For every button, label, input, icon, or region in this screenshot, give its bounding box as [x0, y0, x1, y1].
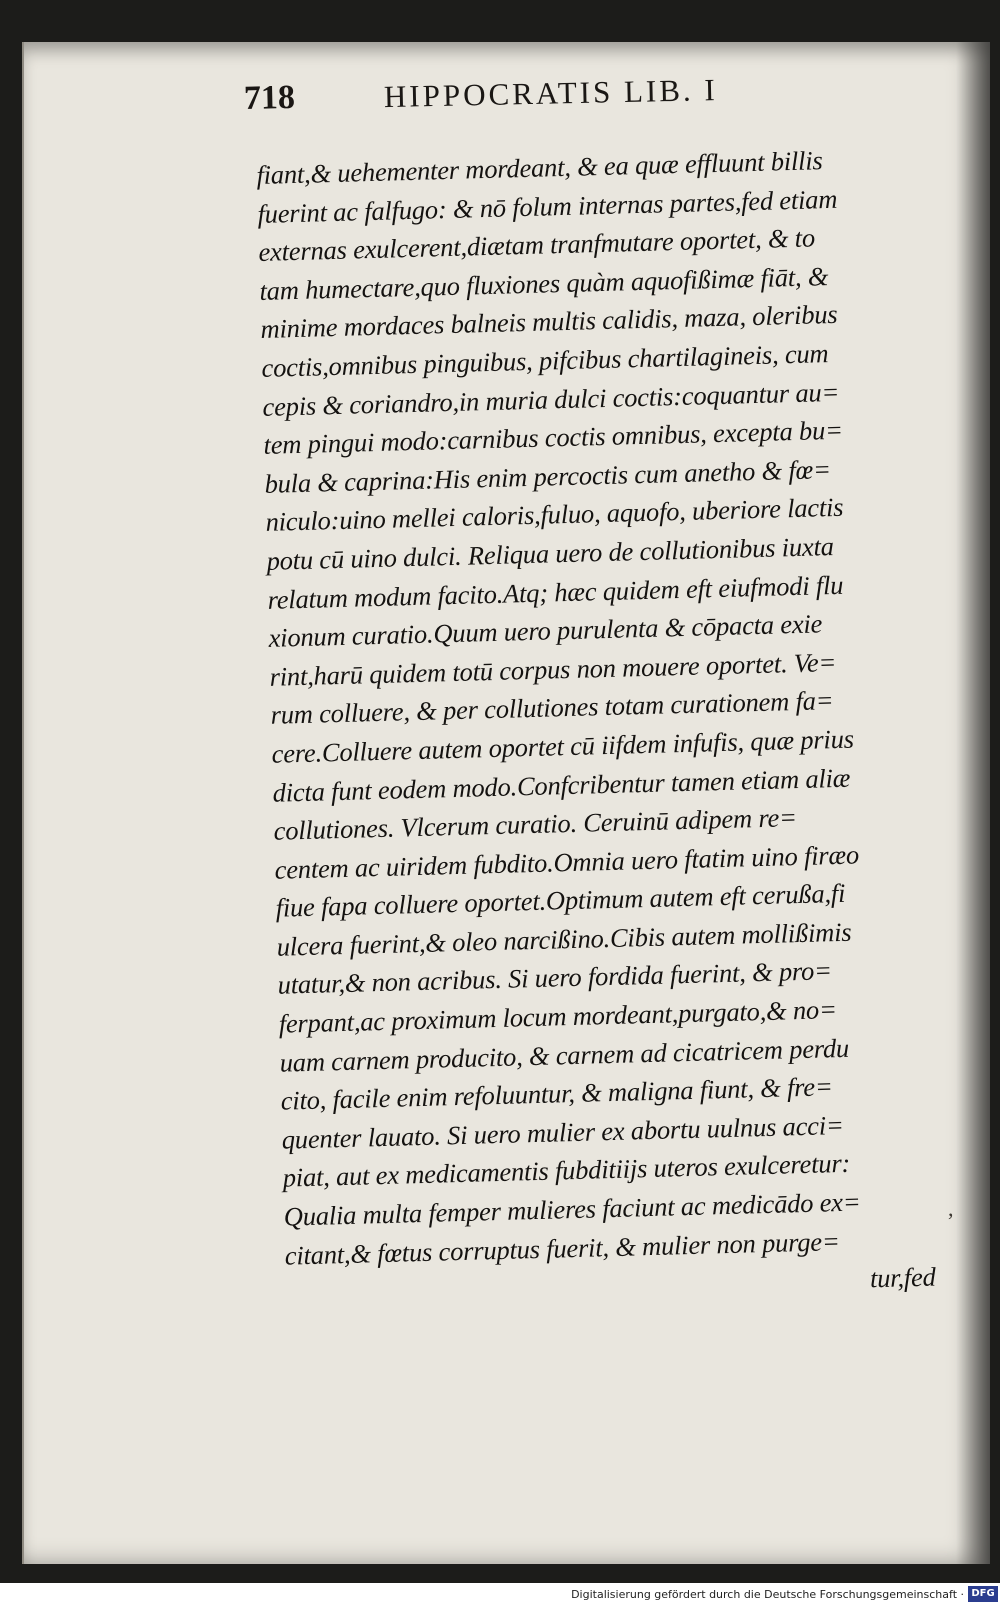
text-line: externas exulcerent,diætam tranfmutare oportet, & to: [258, 222, 816, 268]
footer-bar: [0, 1583, 1000, 1607]
text-line: uam carnem producito, & carnem ad cicatricem perdu: [279, 1032, 850, 1078]
text-line: tam humectare,quo fluxiones quàm aquofißimæ fiāt, &: [259, 260, 829, 306]
text-line: citant,& fœtus corruptus fuerit, & mulier non purge=: [284, 1225, 840, 1271]
text-line: collutiones. Vlcerum curatio. Ceruinū adipem re=: [273, 802, 798, 846]
text-line: fiant,& uehementer mordeant, & ea quæ effluunt billis: [256, 145, 823, 190]
text-line: xionum curatio.Quum uero purulenta & cōpacta exie: [268, 608, 823, 653]
text-line: rint,harū quidem totū corpus non mouere oportet. Ve=: [269, 646, 837, 692]
text-line: centem ac uiridem fubdito.Omnia uero ftatim uino firæo: [274, 839, 860, 885]
text-line: dicta funt eodem modo.Confcribentur tamen etiam aliæ: [272, 762, 851, 808]
text-line: fuerint ac falfugo: & nō folum internas partes,fed etiam: [257, 183, 838, 229]
funding-credit: Digitalisierung gefördert durch die Deutsche Forschungsgemeinschaft ·: [571, 1588, 964, 1601]
text-line: coctis,omnibus pinguibus, pifcibus chartilagineis, cum: [261, 338, 829, 383]
text-line: Qualia multa femper mulieres faciunt ac medicādo ex=: [283, 1186, 861, 1232]
text-line: relatum modum facito.Atq; hæc quidem eft eiufmodi flu: [267, 569, 844, 615]
text-line: ulcera fuerint,& oleo narcißino.Cibis autem mollißimis: [276, 916, 852, 962]
text-line: cepis & coriandro,in muria dulci coctis:coquantur au=: [262, 376, 840, 422]
text-line: quenter lauato. Si uero mulier ex abortu uulnus acci=: [281, 1109, 844, 1155]
page-gutter-shadow: [956, 42, 990, 1564]
margin-speck: ,: [948, 1196, 954, 1221]
page-number: 718: [243, 78, 296, 117]
text-line: cito, facile enim refoluuntur, & maligna fiunt, & fre=: [280, 1071, 833, 1116]
text-line: niculo:uino mellei caloris,fuluo, aquofo, uberiore lactis: [265, 492, 844, 538]
running-head: HIPPOCRATIS LIB. I: [383, 72, 719, 115]
text-line: fiue fapa colluere oportet.Optimum autem eft cerußa,fi: [275, 878, 846, 924]
text-line: potu cū uino dulci. Reliqua uero de collutionibus iuxta: [266, 530, 835, 576]
text-line: minime mordaces balneis multis calidis, maza, oleribus: [260, 299, 838, 345]
text-line: utatur,& non acribus. Si uero fordida fuerint, & pro=: [277, 955, 833, 1001]
catchword-line: tur,fed: [869, 1261, 936, 1294]
text-line: ferpant,ac proximum locum mordeant,purgato,& no=: [278, 994, 838, 1039]
text-line: tem pingui modo:carnibus coctis omnibus, excepta bu=: [263, 414, 844, 461]
text-line: piat, aut ex medicamentis fubditiijs uteros exulceretur:: [282, 1148, 851, 1194]
text-line: cere.Colluere autem oportet cū iifdem infufis, quæ prius: [271, 723, 855, 769]
body-text: [256, 139, 946, 1314]
text-line: bula & caprina:His enim percoctis cum anetho & fœ=: [264, 453, 832, 499]
text-line: rum colluere, & per collutiones totam curationem fa=: [270, 685, 834, 731]
dfg-logo: DFG: [968, 1586, 998, 1602]
